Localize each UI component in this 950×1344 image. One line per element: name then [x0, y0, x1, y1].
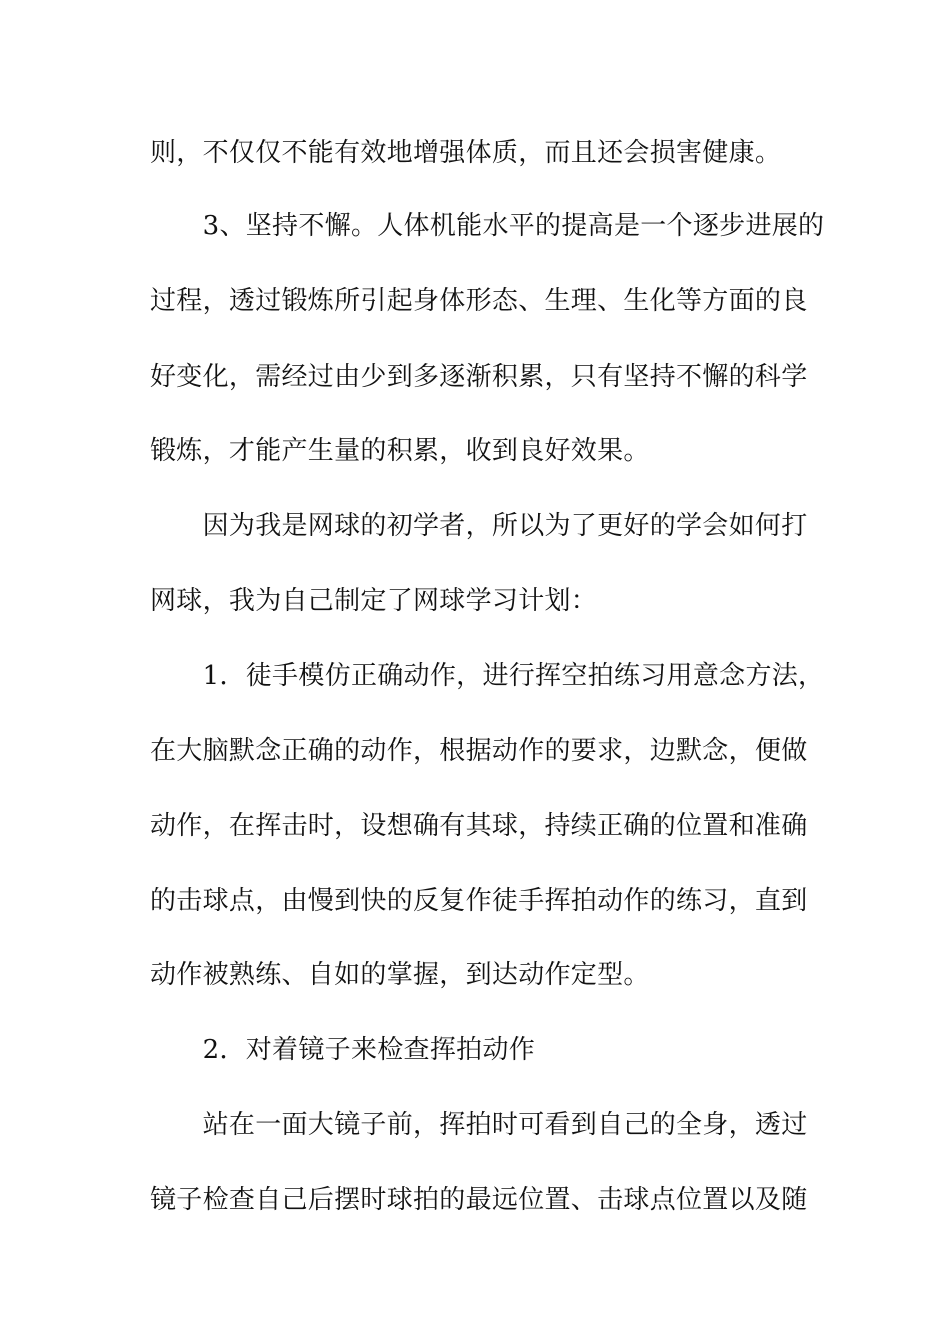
text-line-3: 过程，透过锻炼所引起身体形态、生理、生化等方面的良 [150, 286, 808, 316]
text-line-5: 锻炼，才能产生量的积累，收到良好效果。 [150, 436, 650, 466]
text-line-9: 在大脑默念正确的动作，根据动作的要求，边默念，便做 [150, 736, 808, 766]
text-line-1: 则，不仅仅不能有效地增强体质，而且还会损害健康。 [150, 138, 782, 168]
text-line-12: 动作被熟练、自如的掌握，到达动作定型。 [150, 960, 650, 990]
text-line-4: 好变化，需经过由少到多逐渐积累，只有坚持不懈的科学 [150, 362, 808, 392]
text-line-2: 3、坚持不懈。人体机能水平的提高是一个逐步进展的 [150, 211, 825, 241]
text-line-10: 动作，在挥击时，设想确有其球，持续正确的位置和准确 [150, 811, 808, 841]
text-line-7: 网球，我为自己制定了网球学习计划： [150, 586, 598, 616]
text-line-13: 2．对着镜子来检查挥拍动作 [150, 1035, 536, 1065]
text-line-8: 1．徒手模仿正确动作，进行挥空拍练习用意念方法， [150, 661, 825, 691]
text-line-15: 镜子检查自己后摆时球拍的最远位置、击球点位置以及随 [150, 1185, 808, 1215]
text-line-6: 因为我是网球的初学者，所以为了更好的学会如何打 [150, 511, 808, 541]
text-line-11: 的击球点，由慢到快的反复作徒手挥拍动作的练习，直到 [150, 886, 808, 916]
text-line-14: 站在一面大镜子前，挥拍时可看到自己的全身，透过 [150, 1110, 808, 1140]
